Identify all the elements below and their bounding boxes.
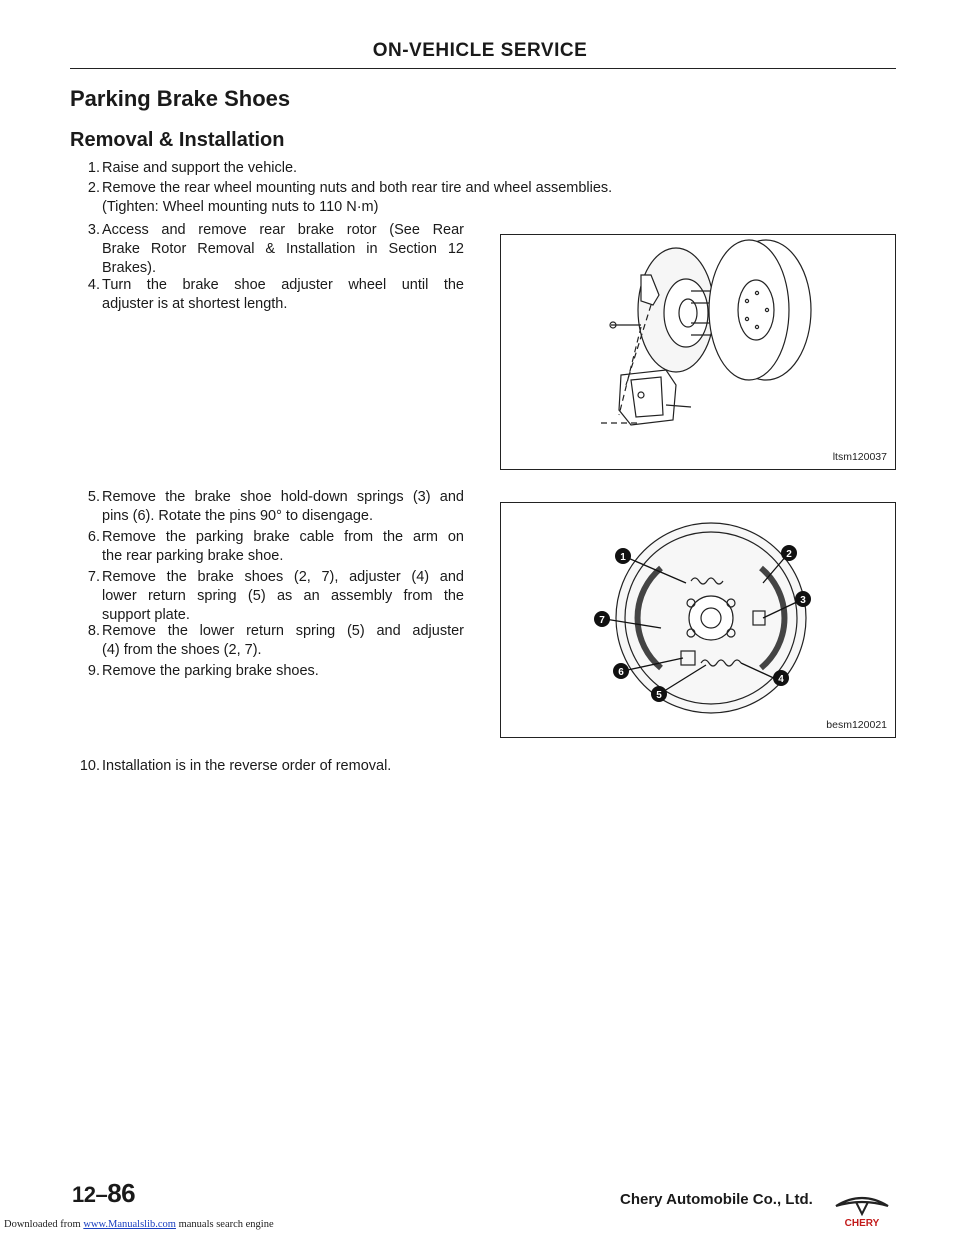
svg-text:3: 3 [800,595,806,606]
page-number-value: 86 [107,1178,136,1208]
step-4 [70,276,465,316]
step-number: 1. [87,160,100,176]
callout-3 [795,591,811,607]
step-text: Turn the brake shoe adjuster wheel until the [102,277,464,293]
figure-code: besm120021 [826,719,887,731]
step-2 [70,179,900,219]
step-number: 9. [87,663,100,679]
svg-text:5: 5 [656,690,662,701]
download-note [4,1219,274,1230]
figure-rotor-removal [500,234,896,470]
callout-1 [615,548,631,564]
callout-5 [651,686,667,702]
page-number [72,1178,135,1209]
step-text: support plate. [102,607,190,623]
step-text: Installation is in the reverse order of removal. [102,758,392,774]
step-text: Raise and support the vehicle. [102,160,298,176]
chery-logo-icon [832,1194,892,1228]
page-title: Parking Brake Shoes [70,86,291,111]
svg-text:6: 6 [618,667,624,678]
svg-text:7: 7 [599,615,605,626]
download-prefix: Downloaded from [4,1219,81,1230]
step-text: Brake Rotor Removal & Installation in Section 12 [102,241,464,257]
header-rule [70,68,896,69]
svg-text:1: 1 [620,552,626,563]
step-text: Brakes). [102,260,156,276]
section-title: Removal & Installation [70,129,285,151]
step-number: 3. [87,222,100,238]
step-6 [70,528,465,568]
callout-4 [773,670,789,686]
step-text: Remove the parking brake shoes. [102,663,319,679]
figure-code: ltsm120037 [832,451,887,463]
svg-text:CHERY: CHERY [844,1218,880,1228]
step-5 [70,488,465,528]
step-text: Remove the brake shoes (2, 7), adjuster (4) and [102,569,464,585]
step-text: lower return spring (5) as an assembly from the [102,588,464,604]
svg-text:4: 4 [778,674,784,685]
step-number: 8. [87,623,100,639]
manualslib-link[interactable]: www.Manualslib.com [83,1219,176,1230]
callout-6 [613,663,629,679]
step-text: Remove the lower return spring (5) and adjuster [102,623,464,639]
rotor-illustration [501,235,895,469]
step-number: 5. [87,489,100,505]
callout-layer [501,503,895,737]
figure-brake-shoe-assembly [500,502,896,738]
step-text: Remove the parking brake cable from the arm on [102,529,464,545]
step-7 [70,568,465,628]
step-text: Remove the rear wheel mounting nuts and both rear tire and wheel assemblies. [102,180,613,196]
step-text: Access and remove rear brake rotor (See Rear [102,222,464,238]
step-text: (Tighten: Wheel mounting nuts to 110 N·m) [102,199,379,215]
step-8 [70,622,465,662]
step-number: 7. [87,569,100,585]
company-name: Chery Automobile Co., Ltd. [620,1191,813,1208]
step-number: 10. [79,758,100,774]
step-number: 6. [87,529,100,545]
step-3 [70,221,465,281]
svg-text:2: 2 [786,549,792,560]
running-header: ON-VEHICLE SERVICE [372,40,588,61]
step-text: adjuster is at shortest length. [102,296,288,312]
callout-2 [781,545,797,561]
step-number: 4. [87,277,100,293]
page-section: 12– [72,1182,108,1207]
step-text: the rear parking brake shoe. [102,548,284,564]
step-text: pins (6). Rotate the pins 90° to disengage. [102,508,373,524]
callout-7 [594,611,610,627]
chery-logo [832,1194,892,1233]
step-number: 2. [87,180,100,196]
step-text: Remove the brake shoe hold-down springs (3) and [102,489,464,505]
step-text: (4) from the shoes (2, 7). [102,642,262,658]
download-suffix: manuals search engine [178,1219,274,1230]
